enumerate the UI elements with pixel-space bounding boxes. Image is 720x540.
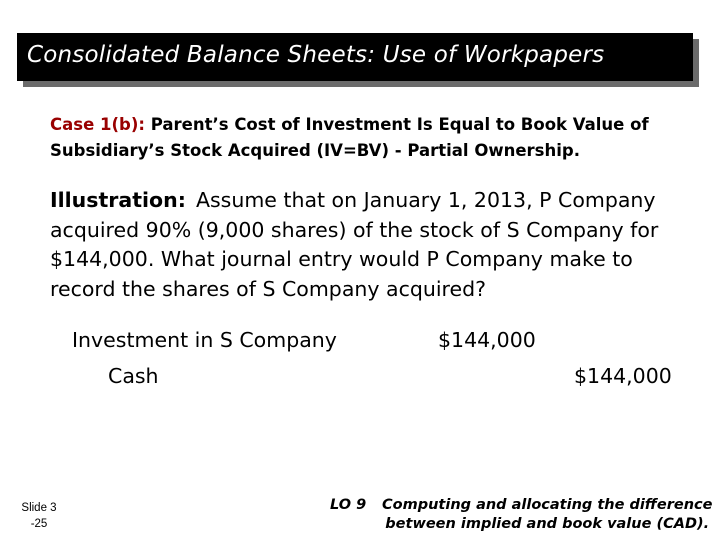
- slide-number: [14, 500, 64, 532]
- lo-description: [382, 496, 712, 534]
- lo-line-2: between implied and book value (CAD).: [385, 516, 710, 532]
- credit-account: Cash: [108, 364, 159, 388]
- lo-line-1: Computing and allocating the difference: [382, 497, 713, 513]
- learning-objective: [330, 496, 712, 534]
- case-description: [50, 112, 710, 164]
- lo-number: LO 9: [330, 497, 367, 513]
- slide-title: Consolidated Balance Sheets: Use of Workpapers: [27, 42, 605, 68]
- credit-amount: $144,000: [574, 364, 672, 388]
- case-text: Parent’s Cost of Investment Is Equal to Book Value of Subsidiary’s Stock Acquired (IV=BV) - Partial Ownership.: [50, 115, 649, 160]
- debit-account: Investment in S Company: [72, 328, 337, 352]
- illustration-text: Assume that on January 1, 2013, P Company acquired 90% (9,000 shares) of the stock of S Company for $144,000. What journal entry would P Company make to record the shares of S Company acquired?: [50, 188, 659, 301]
- illustration-label: Illustration:: [50, 188, 186, 212]
- debit-amount: $144,000: [438, 328, 536, 352]
- illustration: [50, 186, 700, 304]
- title-bar: [17, 33, 693, 81]
- slide-sub-number: -25: [30, 518, 48, 530]
- slide-label: Slide 3: [21, 502, 57, 514]
- case-label: Case 1(b):: [50, 115, 145, 134]
